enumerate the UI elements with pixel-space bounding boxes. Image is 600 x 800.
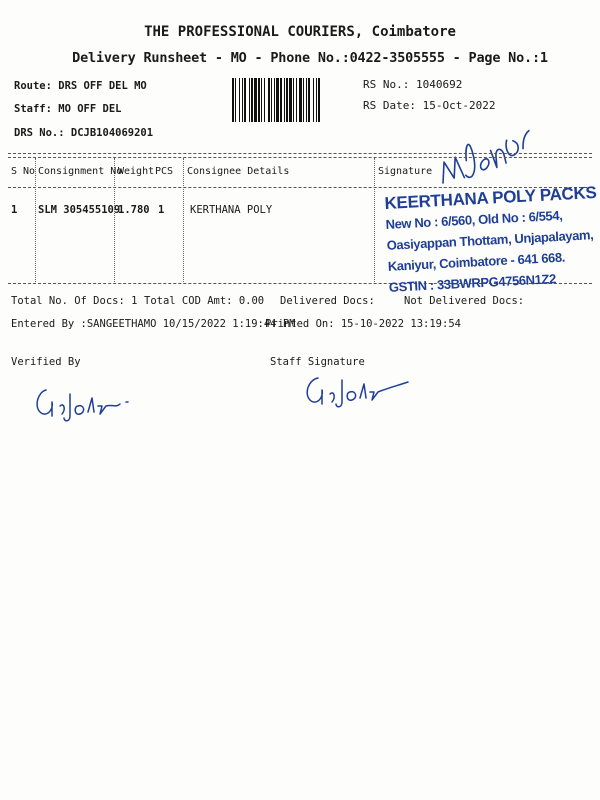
company-title: THE PROFESSIONAL COURIERS, Coimbatore [144, 24, 456, 40]
total-docs: Total No. Of Docs: 1 [11, 295, 138, 307]
consignee-handwritten-signature [430, 112, 540, 186]
runsheet-subtitle: Delivery Runsheet - MO - Phone No.:0422-3505555 - Page No.:1 [72, 50, 548, 66]
column-divider [183, 158, 184, 282]
table-top-rule [8, 153, 592, 154]
stamp-address-line: Oasiyappan Thottam, Unjapalayam, [386, 227, 594, 253]
column-divider [35, 158, 36, 282]
rs-number: RS No.: 1040692 [363, 78, 463, 91]
printed-on: Printed On: 15-10-2022 13:19:54 [265, 318, 461, 330]
drs-number: DRS No.: DCJB104069201 [14, 127, 154, 139]
header-pcs: PCS [155, 166, 174, 177]
not-delivered-docs: Not Delivered Docs: [404, 295, 525, 307]
staff-handwritten-signature [298, 364, 418, 414]
total-cod-amount: Total COD Amt: 0.00 [144, 295, 265, 307]
stamp-company-name: KEERTHANA POLY PACKS [384, 182, 597, 213]
stamp-address-line: Kaniyur, Coimbatore - 641 668. [387, 249, 566, 274]
verifier-handwritten-signature [30, 376, 140, 426]
header-s-no: S No [11, 166, 36, 177]
stamp-address-line: New No : 6/560, Old No : 6/554, [385, 207, 563, 232]
row-consignee: KERTHANA POLY [190, 204, 273, 216]
header-consignment-no: Consignment No [38, 166, 123, 177]
company-rubber-stamp [384, 182, 597, 298]
staff-signature-label: Staff Signature [270, 356, 365, 368]
table-top-rule-2 [8, 157, 592, 158]
stamp-gstin: GSTIN : 33BWRPG4756N1Z2 [388, 271, 557, 295]
header-consignee-details: Consignee Details [187, 166, 290, 177]
header-weight: Weight [118, 166, 155, 177]
verified-by-label: Verified By [11, 356, 81, 368]
row-pcs: 1 [158, 204, 165, 216]
row-consignment-no: SLM 305455109 [38, 204, 121, 216]
delivered-docs: Delivered Docs: [280, 295, 375, 307]
row-s-no: 1 [11, 204, 18, 216]
staff-label: Staff: MO OFF DEL [14, 103, 122, 115]
column-divider [374, 158, 375, 282]
barcode-image [232, 78, 354, 122]
route-label: Route: DRS OFF DEL MO [14, 80, 147, 92]
header-signature: Signature [378, 166, 433, 177]
rs-date: RS Date: 15-Oct-2022 [363, 99, 496, 112]
entered-by: Entered By :SANGEETHAMO 10/15/2022 1:19:44 PM [11, 318, 296, 330]
row-weight: 1.780 [118, 204, 150, 216]
